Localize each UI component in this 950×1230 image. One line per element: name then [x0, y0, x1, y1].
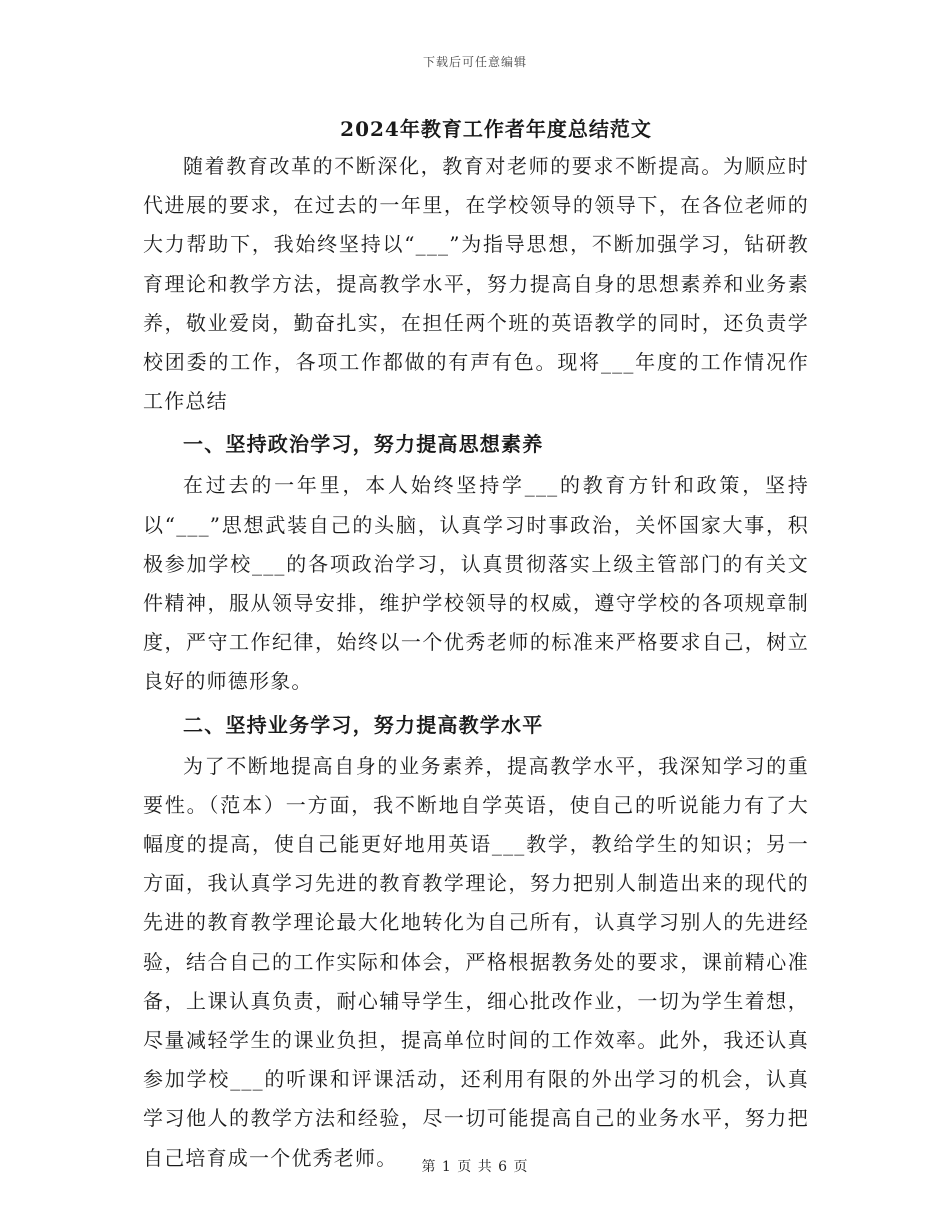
intro-paragraph: 随着教育改革的不断深化，教育对老师的要求不断提高。为顺应时代进展的要求，在过去的一年里，在学校领导的领导下，在各位老师的大力帮助下，我始终坚持以“___”为指导思想，不断加强学习，钻研教育理论和教学方法，提高教学水平，努力提高自身的思想素养和业务素养，敬业爱岗，勤奋扎实，在担任两个班的英语教学的同时，还负责学校团委的工作，各项工作都做的有声有色。现将___年度的工作情况作工作总结 — [143, 154, 809, 414]
section-heading-teaching: 二、坚持业务学习，努力提高教学水平 — [183, 712, 544, 737]
section-body-politics: 在过去的一年里，本人始终坚持学___的教育方针和政策，坚持以“___”思想武装自己的头脑，认真学习时事政治，关怀国家大事，积极参加学校___的各项政治学习，认真贯彻落实上级主管部门的有关文件精神，服从领导安排，维护学校领导的权威，遵守学校的各项规章制度，严守工作纪律，始终以一个优秀老师的标准来严格要求自己，树立良好的师德形象。 — [143, 473, 809, 694]
header-note: 下载后可任意编辑 — [422, 55, 527, 69]
page-footer: 第 1 页 共 6 页 — [421, 1159, 529, 1175]
section-heading-politics: 一、坚持政治学习，努力提高思想素养 — [183, 432, 544, 457]
document-title: 2024年教育工作者年度总结范文 — [340, 117, 652, 141]
section-body-teaching: 为了不断地提高自身的业务素养，提高教学水平，我深知学习的重要性。（范本）一方面，我不断地自学英语，使自己的听说能力有了大幅度的提高，使自己能更好地用英语___教学，教给学生的知识；另一方面，我认真学习先进的教育教学理论，努力把别人制造出来的现代的先进的教育教学理论最大化地转化为自己所有，认真学习别人的先进经验，结合自己的工作实际和体会，严格根据教务处的要求，课前精心准备，上课认真负责，耐心辅导学生，细心批改作业，一切为学生着想，尽量减轻学生的课业负担，提高单位时间的工作效率。此外，我还认真参加学校___的听课和评课活动，还利用有限的外出学习的机会，认真学习他人的教学方法和经验，尽一切可能提高自己的业务水平，努力把自己培育成一个优秀老师。 — [143, 753, 809, 1170]
document-body — [143, 113, 809, 1178]
